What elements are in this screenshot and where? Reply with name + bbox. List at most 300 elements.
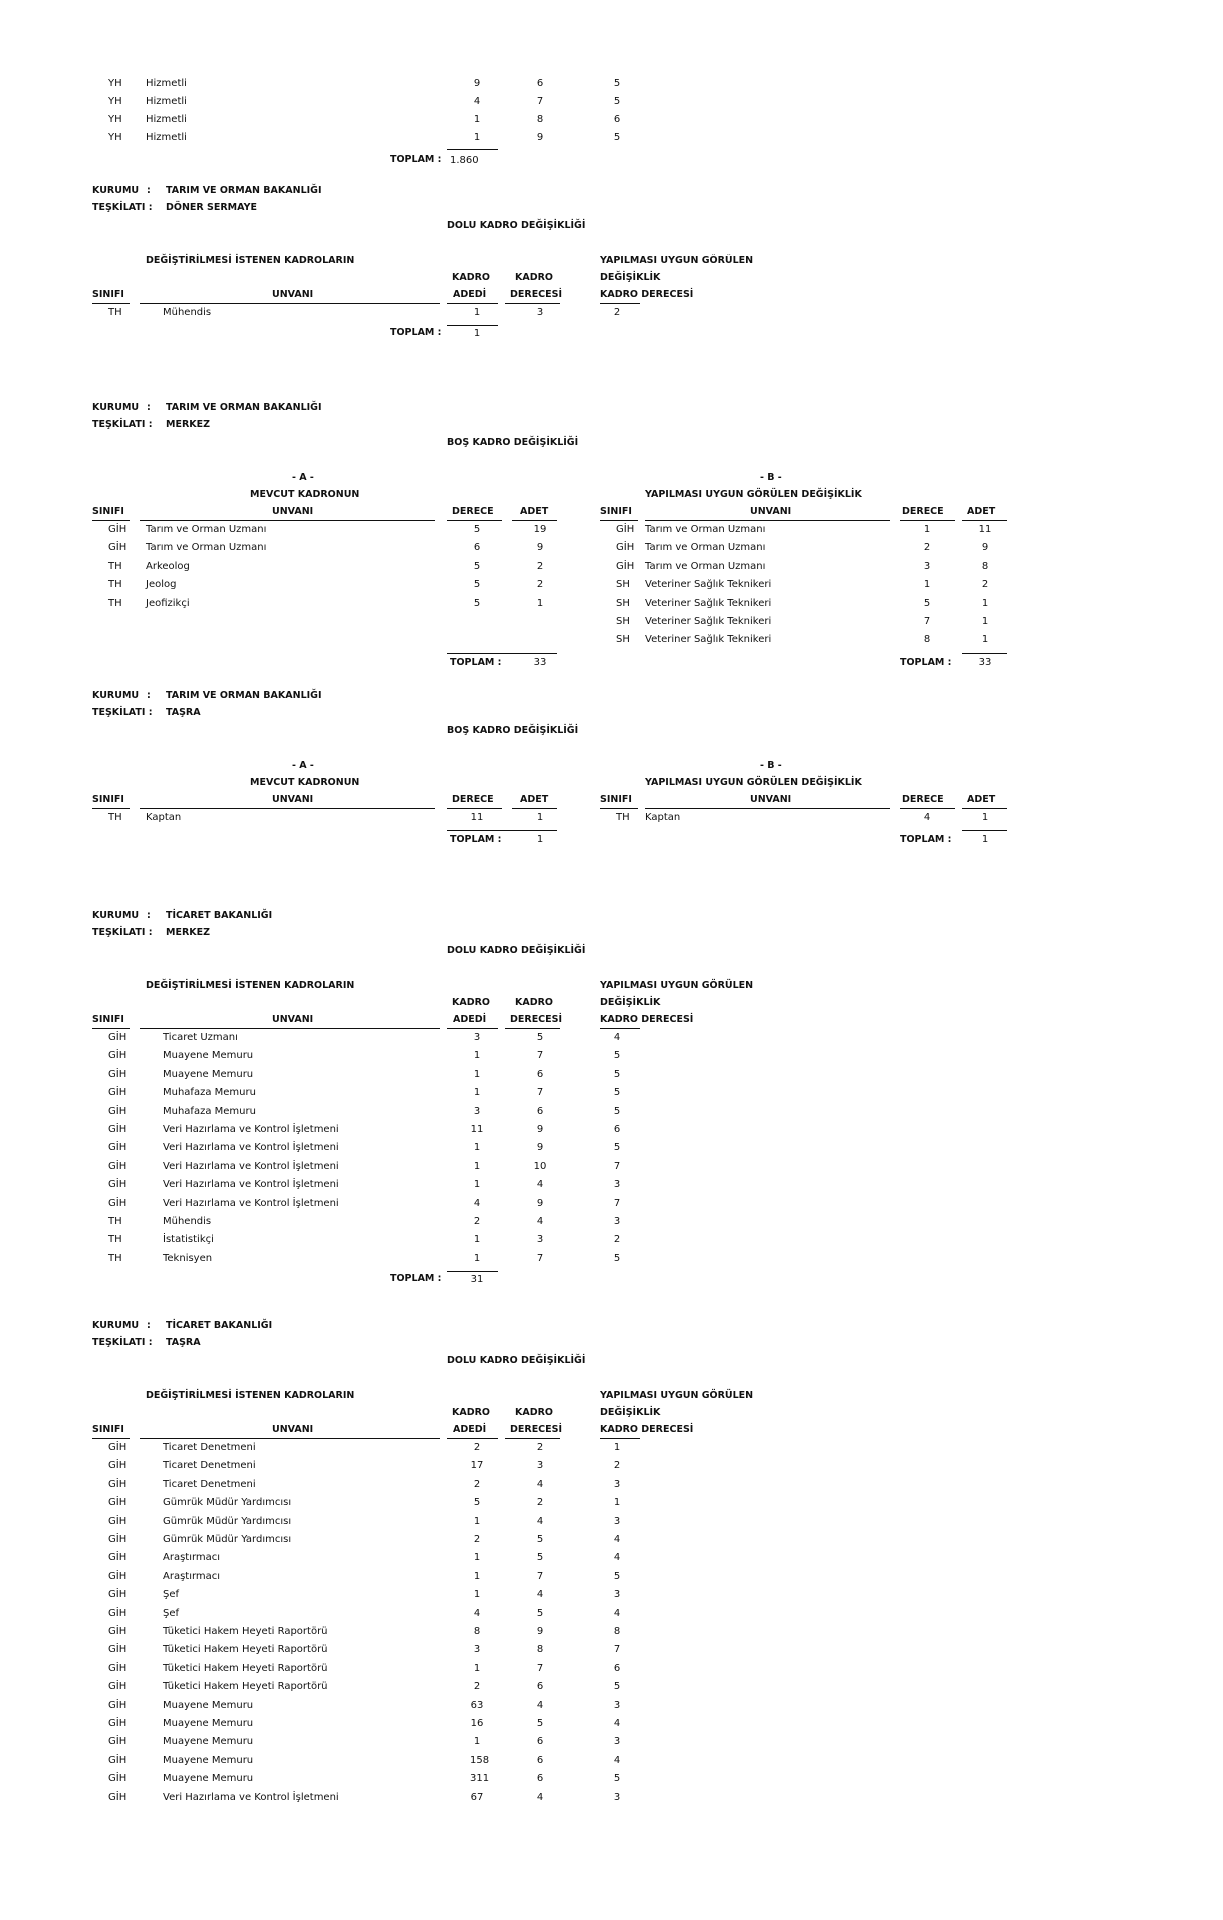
table-cell-derece: 6 (536, 1754, 544, 1766)
col-header-sinif: SINIFI (600, 506, 632, 517)
table-cell-adet: 3 (473, 1644, 481, 1656)
total-rule (447, 325, 498, 326)
table-cell-sinif: GİH (108, 1589, 127, 1601)
table-cell-adet: 1 (473, 114, 481, 125)
table-cell-unvan: Jeolog (146, 579, 177, 591)
header-rule (140, 1028, 440, 1029)
table-cell-sinif: TH (108, 560, 122, 572)
column-group-header-right: YAPILMASI UYGUN GÖRÜLEN (600, 255, 754, 266)
teskilat-label: TEŞKİLATI : (92, 707, 153, 718)
header-rule (962, 520, 1007, 521)
col-header-unvan: UNVANI (750, 506, 792, 517)
col-header-derecesi: DERECESİ (510, 289, 563, 300)
table-cell-sinif: SH (616, 579, 630, 591)
teskilat-label: TEŞKİLATI : (92, 419, 153, 430)
table-cell-unvan: Hizmetli (146, 114, 187, 125)
table-cell-derece: 9 (536, 1124, 544, 1135)
table-cell-yeni-derece: 4 (613, 1718, 621, 1729)
header-rule (92, 1028, 130, 1029)
table-cell-derece: 9 (536, 1142, 544, 1154)
table-cell-adet: 1 (473, 1234, 481, 1246)
table-cell-derece: 2 (536, 1442, 544, 1453)
table-cell-unvan: Veteriner Sağlık Teknikeri (645, 616, 772, 627)
teskilat-label: TEŞKİLATI : (92, 202, 153, 213)
table-cell-yeni-derece: 2 (613, 307, 621, 318)
table-cell-derece: 5 (473, 597, 481, 609)
table-cell-adet: 1 (473, 1662, 481, 1674)
table-cell-unvan: Veteriner Sağlık Teknikeri (645, 597, 772, 609)
total-rule (447, 653, 557, 654)
table-cell-adet: 19 (533, 524, 547, 535)
kurum-name: TARIM VE ORMAN BAKANLIĞI (166, 185, 322, 196)
table-cell-sinif: TH (616, 812, 630, 823)
table-cell-unvan: Araştırmacı (163, 1552, 221, 1564)
table-cell-unvan: Tarım ve Orman Uzmanı (645, 524, 766, 535)
table-cell-derece: 4 (536, 1478, 544, 1490)
total-value: 1.860 (450, 155, 479, 166)
table-cell-yeni-derece: 3 (613, 1791, 621, 1803)
header-rule (447, 1028, 498, 1029)
table-cell-adet: 158 (470, 1754, 490, 1766)
header-rule (140, 808, 435, 809)
table-cell-unvan: Hizmetli (146, 96, 187, 107)
col-header-kadro: KADRO (515, 1407, 553, 1418)
table-cell-yeni-derece: 3 (613, 1216, 621, 1227)
table-cell-derece: 8 (536, 1644, 544, 1656)
table-cell-unvan: Tüketici Hakem Heyeti Raportörü (163, 1626, 328, 1637)
header-rule (512, 520, 557, 521)
header-rule (505, 303, 560, 304)
table-cell-sinif: GİH (616, 560, 635, 572)
table-cell-adet: 67 (470, 1791, 484, 1803)
col-header-sinif: SINIFI (92, 1424, 124, 1435)
table-cell-derece: 3 (536, 307, 544, 318)
table-cell-yeni-derece: 6 (613, 1124, 621, 1135)
total-rule (962, 830, 1007, 831)
table-cell-unvan: Muayene Memuru (163, 1736, 254, 1748)
col-header-kadro: KADRO (515, 272, 553, 283)
col-header-derece: DERECE (452, 506, 494, 517)
table-cell-yeni-derece: 5 (613, 1105, 621, 1117)
table-cell-derece: 7 (536, 1662, 544, 1674)
table-cell-sinif: GİH (108, 1681, 127, 1693)
table-cell-sinif: GİH (108, 1142, 127, 1154)
table-cell-derece: 5 (536, 1718, 544, 1729)
teskilat-label: TEŞKİLATI : (92, 927, 153, 938)
part-b-label: - B - (760, 760, 782, 771)
table-cell-sinif: GİH (108, 1160, 127, 1172)
table-cell-unvan: İstatistikçi (163, 1234, 214, 1246)
table-cell-adet: 4 (473, 1197, 481, 1209)
table-cell-unvan: Veri Hazırlama ve Kontrol İşletmeni (163, 1124, 339, 1135)
table-cell-derece: 1 (923, 524, 931, 535)
table-cell-unvan: Hizmetli (146, 78, 187, 89)
col-header-sinif: SINIFI (92, 289, 124, 300)
table-cell-sinif: TH (108, 307, 122, 318)
table-cell-sinif: GİH (108, 1442, 127, 1453)
table-cell-yeni-derece: 5 (613, 1087, 621, 1099)
table-cell-derece: 8 (536, 114, 544, 125)
col-header-unvan: UNVANI (272, 289, 314, 300)
table-cell-yeni-derece: 4 (613, 1534, 621, 1545)
table-cell-yeni-derece: 2 (613, 1234, 621, 1246)
col-header-kadro: KADRO (452, 272, 490, 283)
col-header-sinif: SINIFI (92, 506, 124, 517)
col-header-adet: ADET (520, 506, 549, 517)
table-cell-sinif: TH (108, 579, 122, 591)
col-header-adet: ADET (967, 506, 996, 517)
table-cell-sinif: GİH (108, 1736, 127, 1748)
table-cell-adet: 4 (473, 96, 481, 107)
table-cell-adet: 2 (473, 1534, 481, 1545)
table-cell-adet: 9 (981, 542, 989, 554)
table-cell-adet: 3 (473, 1105, 481, 1117)
table-cell-unvan: Mühendis (163, 1216, 212, 1227)
table-cell-unvan: Tarım ve Orman Uzmanı (645, 542, 766, 554)
table-cell-sinif: GİH (108, 1515, 127, 1527)
table-cell-derece: 3 (536, 1460, 544, 1472)
table-cell-unvan: Tarım ve Orman Uzmanı (146, 542, 267, 554)
table-cell-unvan: Hizmetli (146, 132, 187, 143)
col-header-kadro: KADRO (452, 997, 490, 1008)
kurum-label: KURUMU (92, 690, 140, 701)
col-header-derecesi: DERECESİ (510, 1014, 563, 1025)
table-cell-sinif: GİH (108, 1552, 127, 1564)
col-header-derece: DERECE (902, 794, 944, 805)
table-cell-sinif: GİH (108, 1497, 127, 1509)
table-cell-derece: 5 (536, 1552, 544, 1564)
header-rule (600, 1438, 640, 1439)
table-cell-yeni-derece: 5 (613, 1773, 621, 1785)
table-cell-derece: 4 (536, 1589, 544, 1601)
table-cell-adet: 2 (536, 579, 544, 591)
column-group-header: DEĞİŞTİRİLMESİ İSTENEN KADROLARIN (146, 980, 355, 991)
header-rule (447, 520, 502, 521)
table-cell-unvan: Muayene Memuru (163, 1773, 254, 1785)
table-cell-sinif: TH (108, 812, 122, 823)
table-cell-derece: 4 (923, 812, 931, 823)
table-cell-unvan: Muayene Memuru (163, 1068, 254, 1080)
table-cell-unvan: Ticaret Denetmeni (163, 1478, 256, 1490)
table-cell-sinif: YH (108, 114, 122, 125)
col-header-unvan: UNVANI (272, 1014, 314, 1025)
header-rule (447, 1438, 498, 1439)
table-cell-sinif: GİH (108, 1626, 127, 1637)
table-cell-yeni-derece: 5 (613, 1050, 621, 1062)
kurum-name: TİCARET BAKANLIĞI (166, 1320, 273, 1331)
table-cell-sinif: GİH (108, 1050, 127, 1062)
kurum-label: KURUMU (92, 402, 140, 413)
table-cell-derece: 7 (536, 96, 544, 107)
total-label: TOPLAM : (390, 327, 442, 339)
table-cell-sinif: GİH (108, 1179, 127, 1191)
table-cell-sinif: GİH (108, 1197, 127, 1209)
table-cell-derece: 5 (923, 597, 931, 609)
table-cell-unvan: Veri Hazırlama ve Kontrol İşletmeni (163, 1160, 339, 1172)
table-cell-yeni-derece: 6 (613, 114, 621, 125)
table-cell-derece: 8 (923, 634, 931, 646)
table-cell-yeni-derece: 5 (613, 78, 621, 89)
total-label: TOPLAM : (450, 834, 502, 846)
table-cell-unvan: Veri Hazırlama ve Kontrol İşletmeni (163, 1791, 339, 1803)
teskilat-name: TAŞRA (166, 707, 201, 718)
table-cell-derece: 7 (536, 1570, 544, 1582)
table-cell-derece: 5 (536, 1032, 544, 1043)
table-cell-yeni-derece: 4 (613, 1552, 621, 1564)
table-cell-unvan: Arkeolog (146, 560, 190, 572)
table-cell-unvan: Kaptan (645, 812, 681, 823)
table-cell-sinif: SH (616, 634, 630, 646)
table-cell-yeni-derece: 5 (613, 1681, 621, 1693)
table-cell-adet: 1 (536, 812, 544, 823)
table-cell-adet: 16 (470, 1718, 484, 1729)
table-cell-derece: 9 (536, 1626, 544, 1637)
table-cell-adet: 63 (470, 1699, 484, 1711)
table-cell-yeni-derece: 3 (613, 1515, 621, 1527)
table-cell-derece: 5 (473, 524, 481, 535)
table-cell-derece: 3 (923, 560, 931, 572)
header-rule (140, 1438, 440, 1439)
table-cell-adet: 311 (470, 1773, 490, 1785)
table-cell-yeni-derece: 7 (613, 1160, 621, 1172)
table-cell-unvan: Şef (163, 1607, 180, 1619)
table-cell-yeni-derece: 5 (613, 1068, 621, 1080)
table-cell-unvan: Mühendis (163, 307, 212, 318)
table-cell-yeni-derece: 1 (613, 1442, 621, 1453)
total-label: TOPLAM : (390, 1273, 442, 1285)
table-cell-sinif: YH (108, 96, 122, 107)
table-cell-sinif: TH (108, 1252, 122, 1264)
table-cell-unvan: Muayene Memuru (163, 1754, 254, 1766)
header-rule (600, 303, 640, 304)
table-cell-adet: 9 (473, 78, 481, 89)
table-cell-yeni-derece: 5 (613, 1142, 621, 1154)
table-cell-yeni-derece: 7 (613, 1197, 621, 1209)
table-cell-unvan: Muhafaza Memuru (163, 1105, 256, 1117)
table-cell-sinif: GİH (108, 1662, 127, 1674)
header-rule (600, 1028, 640, 1029)
col-header-degisiklik: DEĞİŞİKLİK (600, 272, 661, 283)
table-cell-adet: 1 (981, 597, 989, 609)
total-value: 1 (536, 834, 544, 846)
table-cell-sinif: GİH (108, 1534, 127, 1545)
total-label: TOPLAM : (900, 656, 952, 668)
header-rule (92, 303, 130, 304)
table-cell-adet: 9 (536, 542, 544, 554)
part-a-label: - A - (292, 760, 314, 771)
col-header-derece: DERECE (902, 506, 944, 517)
colon: : (147, 910, 151, 921)
table-cell-sinif: GİH (108, 1570, 127, 1582)
table-cell-derece: 4 (536, 1216, 544, 1227)
col-header-degisiklik: DEĞİŞİKLİK (600, 997, 661, 1008)
col-header-adedi: ADEDİ (453, 1424, 487, 1435)
table-cell-unvan: Kaptan (146, 812, 182, 823)
table-cell-sinif: GİH (108, 1718, 127, 1729)
table-cell-derece: 9 (536, 1197, 544, 1209)
table-cell-derece: 6 (536, 1773, 544, 1785)
table-cell-derece: 6 (536, 1736, 544, 1748)
table-cell-derece: 7 (536, 1252, 544, 1264)
table-cell-unvan: Tüketici Hakem Heyeti Raportörü (163, 1681, 328, 1693)
table-cell-yeni-derece: 5 (613, 96, 621, 107)
header-rule (505, 1028, 560, 1029)
table-cell-sinif: GİH (616, 542, 635, 554)
table-cell-adet: 8 (981, 560, 989, 572)
table-cell-yeni-derece: 3 (613, 1179, 621, 1191)
table-cell-sinif: GİH (108, 1791, 127, 1803)
section-title: BOŞ KADRO DEĞİŞİKLİĞİ (447, 725, 579, 736)
table-cell-derece: 2 (536, 1497, 544, 1509)
table-cell-adet: 1 (536, 597, 544, 609)
table-cell-adet: 1 (473, 1160, 481, 1172)
table-cell-unvan: Tüketici Hakem Heyeti Raportörü (163, 1662, 328, 1674)
header-rule (600, 808, 638, 809)
table-cell-derece: 1 (923, 579, 931, 591)
table-cell-yeni-derece: 2 (613, 1460, 621, 1472)
header-rule (600, 520, 638, 521)
total-label: TOPLAM : (390, 154, 442, 165)
table-cell-adet: 8 (473, 1626, 481, 1637)
table-cell-derece: 7 (923, 616, 931, 627)
total-rule (962, 653, 1007, 654)
part-a-label: - A - (292, 472, 314, 483)
table-cell-derece: 5 (536, 1607, 544, 1619)
part-b-header: YAPILMASI UYGUN GÖRÜLEN DEĞİŞİKLİK (645, 777, 862, 788)
table-cell-derece: 5 (473, 579, 481, 591)
table-cell-sinif: YH (108, 132, 122, 143)
table-cell-adet: 3 (473, 1032, 481, 1043)
table-cell-sinif: GİH (108, 1607, 127, 1619)
teskilat-name: MERKEZ (166, 927, 210, 938)
table-cell-sinif: GİH (108, 524, 127, 535)
table-cell-adet: 1 (981, 634, 989, 646)
table-cell-derece: 6 (536, 1681, 544, 1693)
table-cell-adet: 1 (473, 307, 481, 318)
header-rule (900, 808, 955, 809)
kurum-name: TİCARET BAKANLIĞI (166, 910, 273, 921)
section-title: DOLU KADRO DEĞİŞİKLİĞİ (447, 945, 586, 956)
header-rule (140, 303, 440, 304)
table-cell-unvan: Ticaret Denetmeni (163, 1460, 256, 1472)
table-cell-yeni-derece: 6 (613, 1662, 621, 1674)
table-cell-sinif: GİH (108, 1068, 127, 1080)
col-header-sinif: SINIFI (600, 794, 632, 805)
total-label: TOPLAM : (450, 656, 502, 668)
table-cell-unvan: Muayene Memuru (163, 1699, 254, 1711)
table-cell-sinif: GİH (108, 1478, 127, 1490)
table-cell-adet: 1 (473, 1087, 481, 1099)
col-header-unvan: UNVANI (750, 794, 792, 805)
header-rule (447, 303, 498, 304)
table-cell-adet: 1 (473, 132, 481, 143)
table-cell-unvan: Veteriner Sağlık Teknikeri (645, 579, 772, 591)
table-cell-yeni-derece: 5 (613, 132, 621, 143)
table-cell-derece: 4 (536, 1179, 544, 1191)
table-cell-sinif: GİH (108, 542, 127, 554)
kurum-name: TARIM VE ORMAN BAKANLIĞI (166, 690, 322, 701)
table-cell-unvan: Ticaret Uzmanı (163, 1032, 238, 1043)
table-cell-adet: 2 (536, 560, 544, 572)
table-cell-sinif: SH (616, 616, 630, 627)
section-title: DOLU KADRO DEĞİŞİKLİĞİ (447, 1355, 586, 1366)
col-header-kadro: KADRO (452, 1407, 490, 1418)
table-cell-unvan: Şef (163, 1589, 180, 1601)
col-header-unvan: UNVANI (272, 1424, 314, 1435)
col-header-adet: ADET (520, 794, 549, 805)
table-cell-adet: 1 (473, 1736, 481, 1748)
header-rule (962, 808, 1007, 809)
total-value: 1 (473, 328, 481, 340)
header-rule (92, 808, 130, 809)
table-cell-unvan: Gümrük Müdür Yardımcısı (163, 1515, 292, 1527)
table-cell-derece: 4 (536, 1515, 544, 1527)
col-header-derecesi: DERECESİ (510, 1424, 563, 1435)
table-cell-adet: 1 (473, 1252, 481, 1264)
table-cell-adet: 1 (981, 616, 989, 627)
table-cell-unvan: Muhafaza Memuru (163, 1087, 256, 1099)
table-cell-sinif: GİH (108, 1773, 127, 1785)
table-cell-yeni-derece: 4 (613, 1607, 621, 1619)
table-cell-unvan: Tarım ve Orman Uzmanı (146, 524, 267, 535)
header-rule (92, 520, 130, 521)
table-cell-unvan: Veri Hazırlama ve Kontrol İşletmeni (163, 1179, 339, 1191)
table-cell-yeni-derece: 5 (613, 1252, 621, 1264)
table-cell-sinif: GİH (108, 1644, 127, 1656)
part-a-header: MEVCUT KADRONUN (250, 489, 360, 500)
table-cell-unvan: Muayene Memuru (163, 1718, 254, 1729)
column-group-header: DEĞİŞTİRİLMESİ İSTENEN KADROLARIN (146, 255, 355, 266)
table-cell-sinif: GİH (108, 1124, 127, 1135)
teskilat-name: TAŞRA (166, 1337, 201, 1348)
table-cell-adet: 1 (473, 1050, 481, 1062)
kurum-label: KURUMU (92, 1320, 140, 1331)
col-header-unvan: UNVANI (272, 794, 314, 805)
table-cell-derece: 6 (536, 78, 544, 89)
table-cell-yeni-derece: 4 (613, 1032, 621, 1043)
table-cell-adet: 1 (473, 1570, 481, 1582)
table-cell-adet: 1 (473, 1179, 481, 1191)
table-cell-sinif: GİH (108, 1460, 127, 1472)
total-value: 1 (981, 834, 989, 846)
table-cell-adet: 1 (473, 1515, 481, 1527)
kurum-label: KURUMU (92, 185, 140, 196)
table-cell-yeni-derece: 5 (613, 1570, 621, 1582)
table-cell-sinif: GİH (108, 1699, 127, 1711)
teskilat-label: TEŞKİLATI : (92, 1337, 153, 1348)
column-group-header-right: YAPILMASI UYGUN GÖRÜLEN (600, 1390, 754, 1401)
column-group-header: DEĞİŞTİRİLMESİ İSTENEN KADROLARIN (146, 1390, 355, 1401)
table-cell-yeni-derece: 8 (613, 1626, 621, 1637)
colon: : (147, 402, 151, 413)
teskilat-name: MERKEZ (166, 419, 210, 430)
table-cell-sinif: YH (108, 78, 122, 89)
table-cell-sinif: GİH (108, 1032, 127, 1043)
table-cell-adet: 2 (981, 579, 989, 591)
table-cell-adet: 2 (473, 1442, 481, 1453)
total-rule (447, 1271, 498, 1272)
table-cell-adet: 1 (473, 1068, 481, 1080)
header-rule (505, 1438, 560, 1439)
table-cell-adet: 2 (473, 1216, 481, 1227)
table-cell-derece: 4 (536, 1791, 544, 1803)
table-cell-adet: 4 (473, 1607, 481, 1619)
table-cell-derece: 6 (473, 542, 481, 554)
table-cell-adet: 17 (470, 1460, 484, 1472)
table-cell-unvan: Ticaret Denetmeni (163, 1442, 256, 1453)
table-cell-unvan: Gümrük Müdür Yardımcısı (163, 1534, 292, 1545)
table-cell-unvan: Veri Hazırlama ve Kontrol İşletmeni (163, 1142, 339, 1154)
